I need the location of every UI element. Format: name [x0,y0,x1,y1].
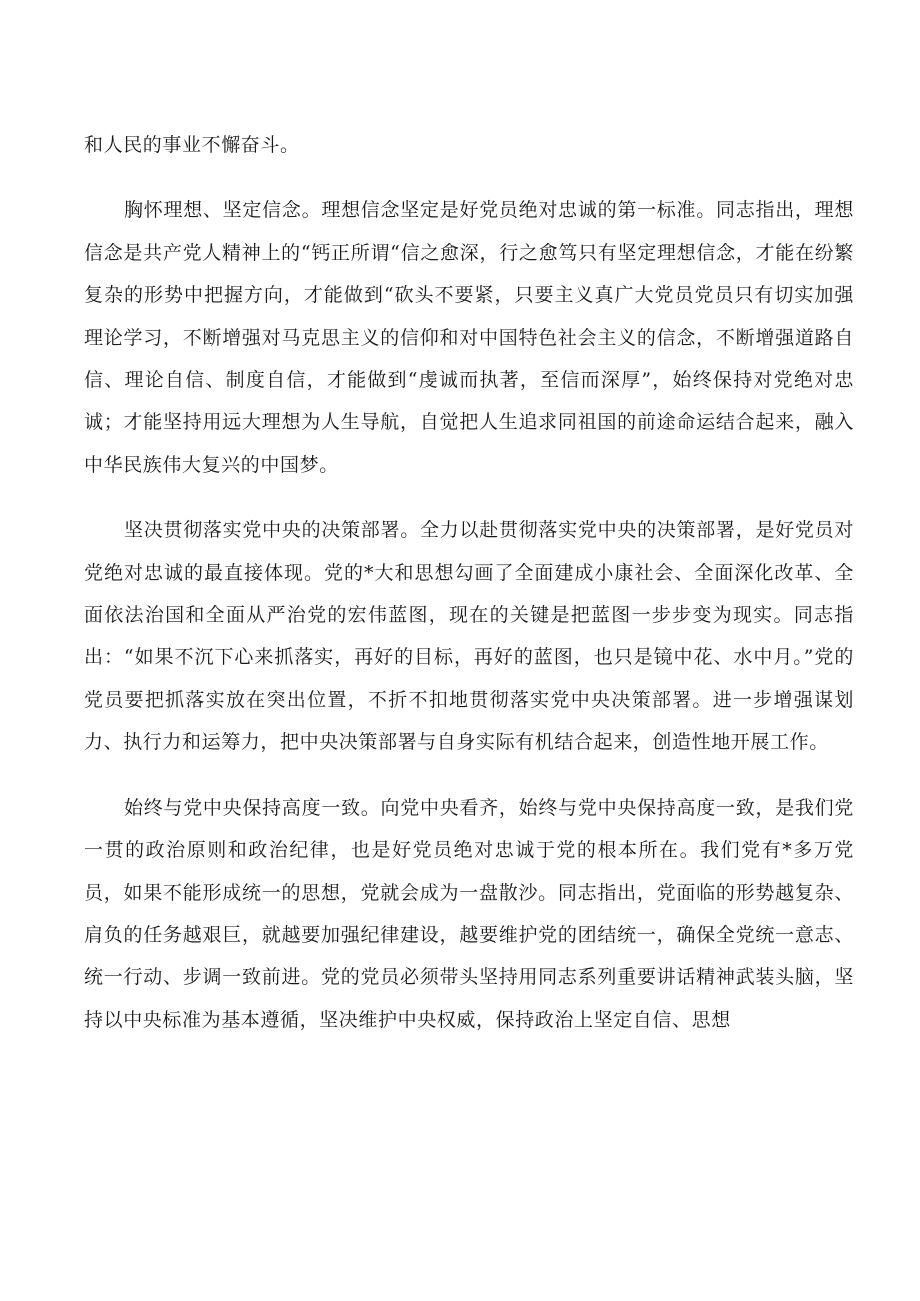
document-body [84,124,854,1041]
paragraph-implement-decisions: 坚决贯彻落实党中央的决策部署。全力以赴贯彻落实党中央的决策部署，是好党员对党绝对忠诚的最直接体现。党的*大和思想勾画了全面建成小康社会、全面深化改革、全面依法治国和全面从严治党的宏伟蓝图，现在的关键是把蓝图一步步变为现实。同志指出：“如果不沉下心来抓落实，再好的目标，再好的蓝图，也只是镜中花、水中月。”党的党员要把抓落实放在突出位置，不折不扣地贯彻落实党中央决策部署。进一步增强谋划力、执行力和运筹力，把中央决策部署与自身实际有机结合起来，创造性地开展工作。 [84,519,854,754]
paragraph-ideals-and-beliefs: 胸怀理想、坚定信念。理想信念坚定是好党员绝对忠诚的第一标准。同志指出，理想信念是共产党人精神上的“钙正所谓“信之愈深，行之愈笃只有坚定理想信念，才能在纷繁复杂的形势中把握方向，才能做到“砍头不要紧，只要主义真广大党员党员只有切实加强理论学习，不断增强对马克思主义的信仰和对中国特色社会主义的信念，不断增强道路自信、理论自信、制度自信，才能做到“虔诚而执著，至信而深厚”，始终保持对党绝对忠诚；才能坚持用远大理想为人生导航，自觉把人生追求同祖国的前途命运结合起来，融入中华民族伟大复兴的中国梦。 [84,199,854,476]
paragraph-spacer [84,166,854,189]
paragraph-continuation: 和人民的事业不懈奋斗。 [84,134,300,156]
paragraph-spacer [84,764,854,787]
paragraph-keep-consistent: 始终与党中央保持高度一致。向党中央看齐，始终与党中央保持高度一致，是我们党一贯的政治原则和政治纪律，也是好党员绝对忠诚于党的根本所在。我们党有*多万党员，如果不能形成统一的思想，党就会成为一盘散沙。同志指出，党面临的形势越复杂、肩负的任务越艰巨，就越要加强纪律建设，越要维护党的团结统一，确保全党统一意志、统一行动、步调一致前进。党的党员必须带头坚持用同志系列重要讲话精神武装头脑，坚持以中央标准为基本遵循，坚决维护中央权威，保持政治上坚定自信、思想 [84,796,854,1031]
paragraph-spacer [84,486,854,509]
